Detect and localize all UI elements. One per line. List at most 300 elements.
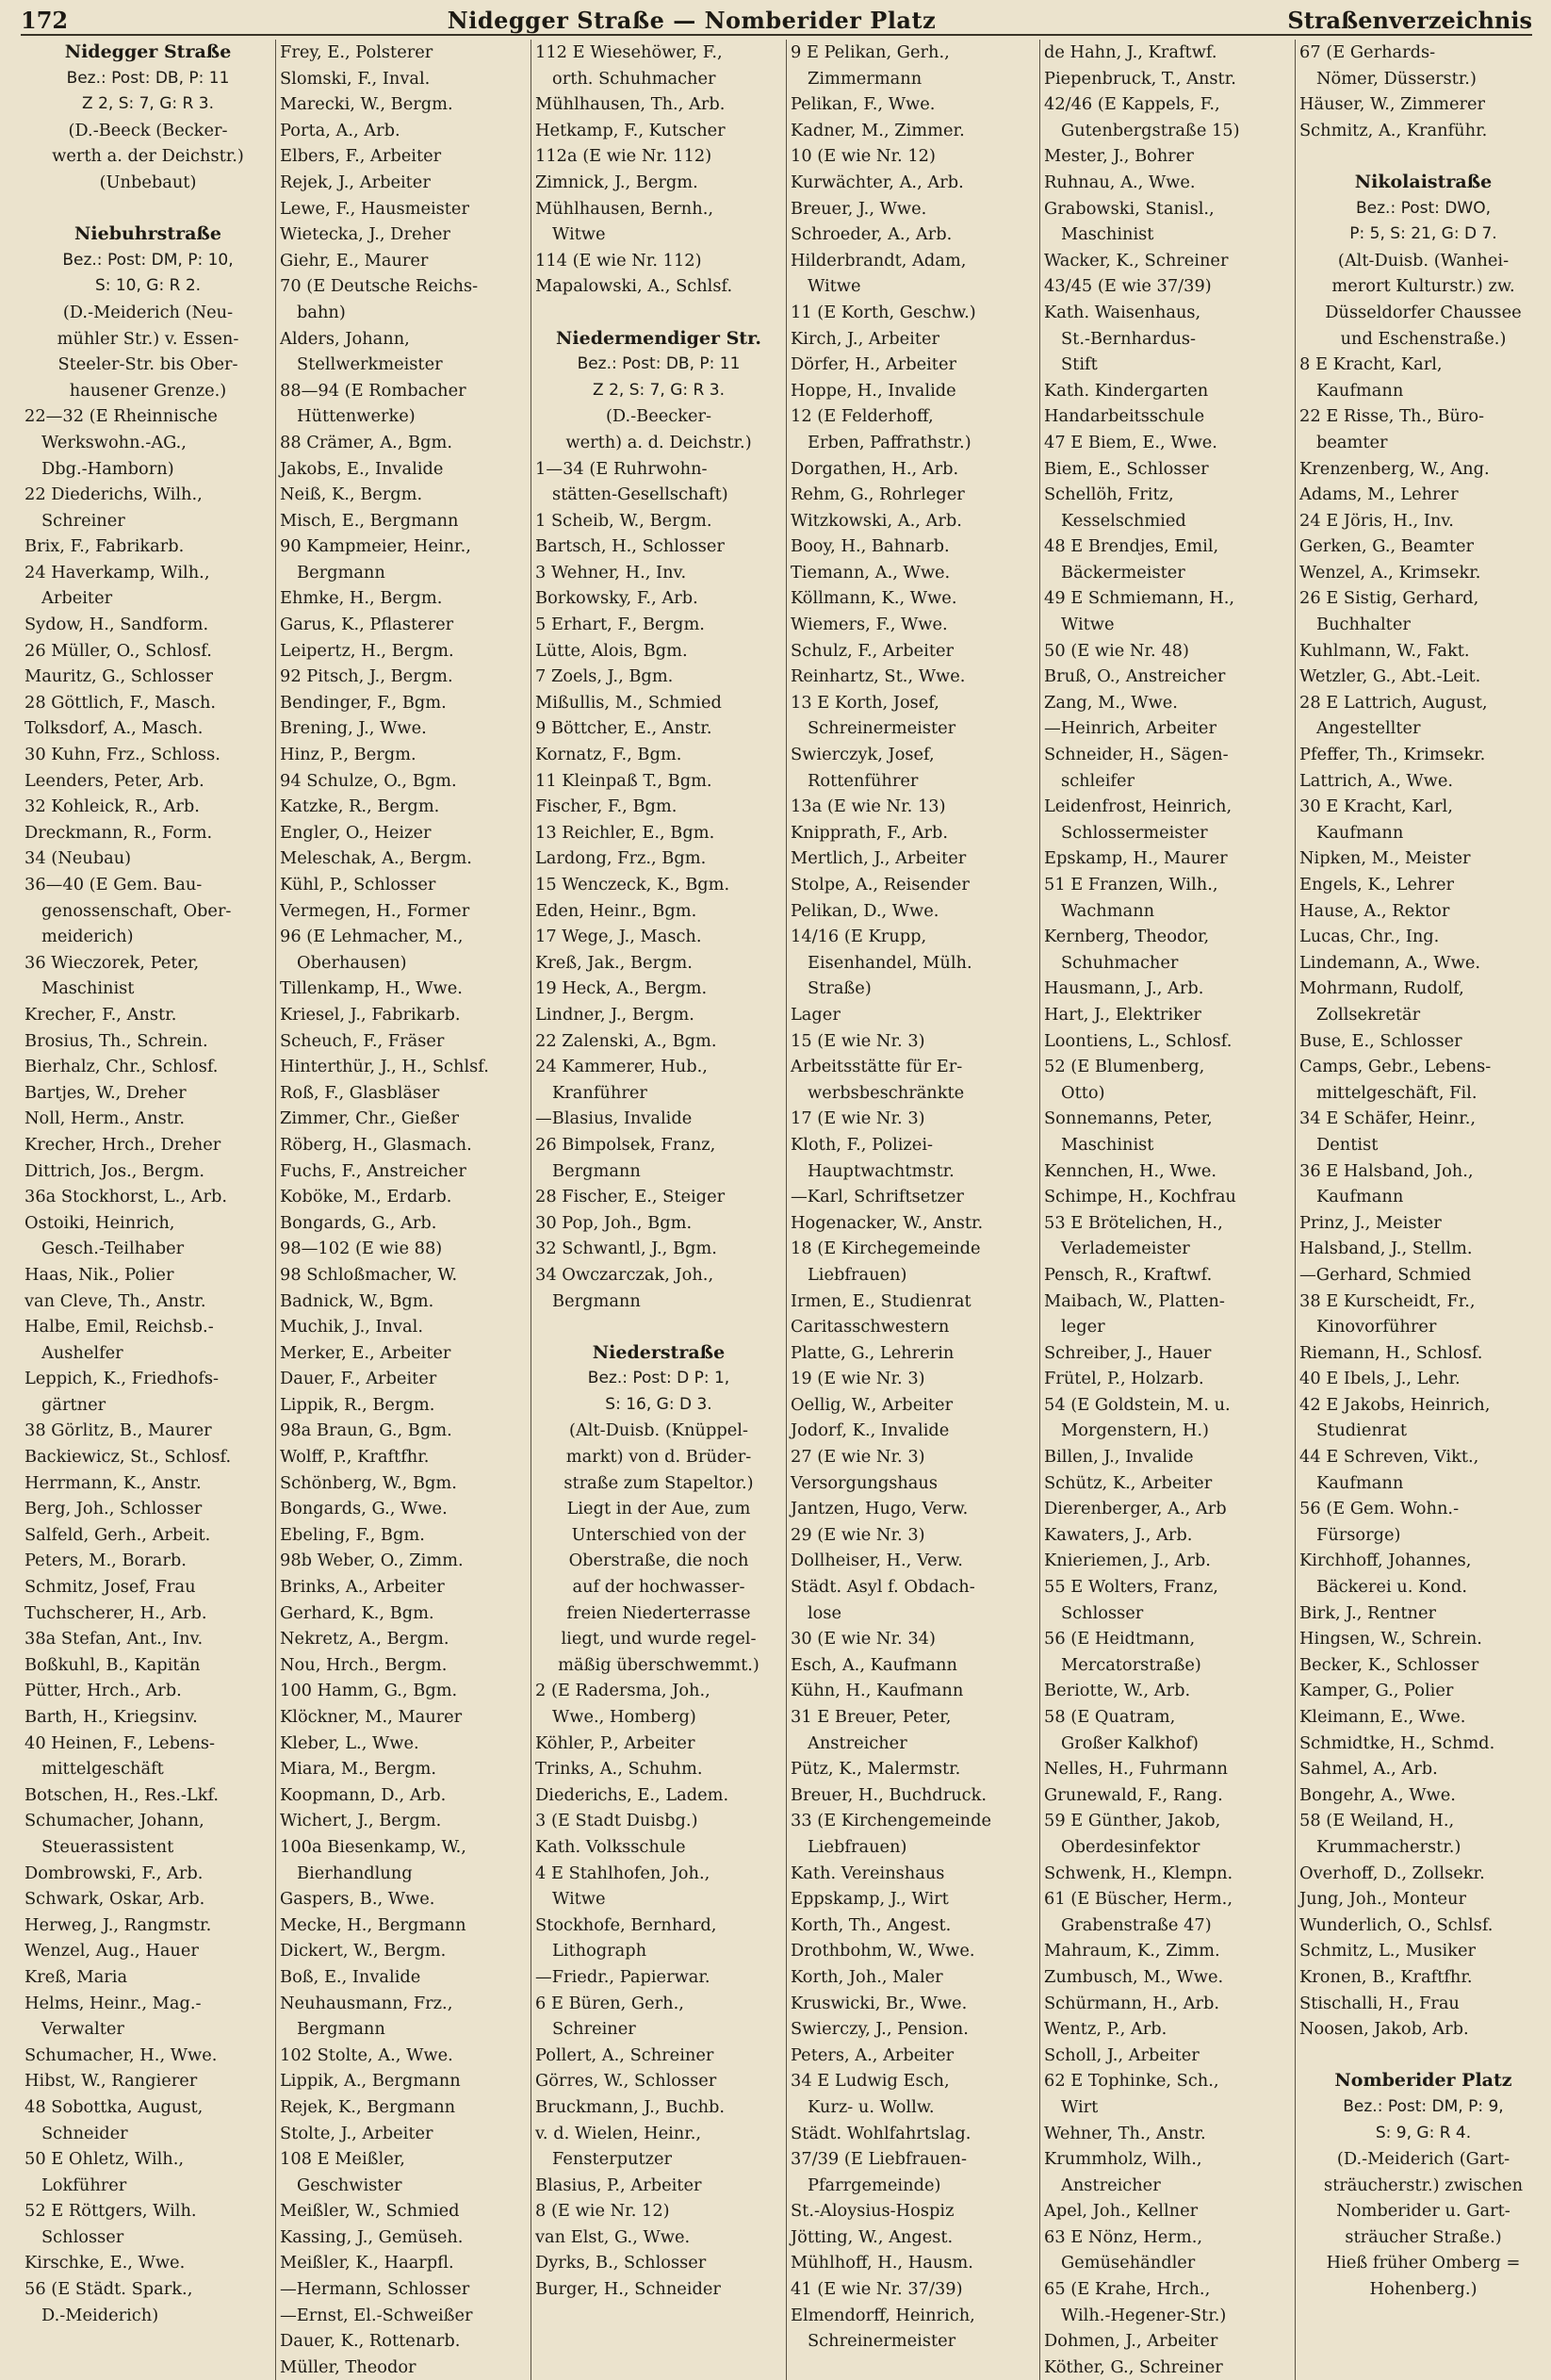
entry-continuation: Angestellter [1316, 718, 1421, 739]
directory-entry: Hausmann, J., Arb. [1044, 978, 1204, 999]
directory-entry: 8 (E wie Nr. 12) [535, 2201, 670, 2222]
directory-entry: Dohmen, J., Arbeiter [1044, 2331, 1218, 2352]
entry-continuation: Anstreicher [808, 1732, 907, 1753]
directory-entry: Tiemann, A., Wwe. [791, 562, 951, 583]
directory-entry: Rehm, G., Rohrleger [791, 484, 965, 505]
directory-entry: 36 E Halsband, Joh., [1299, 1160, 1474, 1181]
directory-entry: Mühlhoff, H., Hausm. [791, 2253, 973, 2273]
district-info: Z 2, S: 7, G: R 3. [82, 94, 214, 114]
directory-entry: Platte, G., Lehrerin [791, 1342, 955, 1363]
directory-entry: Lütte, Alois, Bgm. [535, 640, 688, 661]
street-description: (Unbebaut) [99, 172, 197, 192]
street-description: Hieß früher Omberg = [1326, 2253, 1521, 2273]
directory-entry: Wichert, J., Bergm. [280, 1811, 442, 1831]
entry-continuation: Dentist [1316, 1134, 1379, 1155]
directory-entry: Blasius, P., Arbeiter [535, 2175, 702, 2195]
directory-entry: Giehr, E., Maurer [280, 250, 429, 271]
directory-entry: Bongards, G., Arb. [280, 1212, 437, 1233]
entry-continuation: Hüttenwerke) [297, 406, 416, 427]
directory-entry: Kurwächter, A., Arb. [791, 172, 964, 192]
directory-entry: Beriotte, W., Arb. [1044, 1681, 1191, 1701]
directory-entry: Kronen, B., Kraftfhr. [1299, 1966, 1473, 1987]
directory-entry: Gerhard, K., Bgm. [280, 1602, 434, 1623]
directory-entry: Dörfer, H., Arbeiter [791, 354, 956, 375]
entry-continuation: Fensterputzer [552, 2149, 673, 2170]
directory-entry: 42 E Jakobs, Heinrich, [1299, 1394, 1491, 1415]
directory-entry: Muchik, J., Inval. [280, 1317, 423, 1338]
directory-entry: Schwenk, H., Klempn. [1044, 1863, 1233, 1883]
directory-entry: Noll, Herm., Anstr. [24, 1108, 186, 1129]
directory-entry: Schreiber, J., Hauer [1044, 1342, 1212, 1363]
entry-continuation: Schlossermeister [1061, 822, 1208, 843]
directory-entry: 43/45 (E wie 37/39) [1044, 276, 1212, 297]
entry-continuation: Gemüsehändler [1061, 2253, 1196, 2273]
entry-continuation: Kaufmann [1316, 1187, 1404, 1207]
directory-entry: Pollert, A., Schreiner [535, 2044, 714, 2065]
directory-entry: Lardong, Frz., Bgm. [535, 848, 707, 869]
directory-entry: Jodorf, K., Invalide [791, 1420, 950, 1441]
street-description: markt) von d. Brüder- [565, 1447, 752, 1468]
entry-continuation: Wirt [1061, 2096, 1099, 2117]
directory-entry: Booy, H., Bahnarb. [791, 536, 950, 557]
entry-continuation: Witwe [552, 224, 606, 245]
directory-entry: Prinz, J., Meister [1299, 1212, 1442, 1233]
directory-entry: 36a Stockhorst, L., Arb. [24, 1187, 228, 1207]
directory-entry: Köllmann, K., Wwe. [791, 588, 957, 609]
directory-entry: Kleimann, E., Wwe. [1299, 1707, 1466, 1727]
entry-continuation: Gutenbergstraße 15) [1061, 120, 1240, 140]
directory-entry: Kreß, Maria [24, 1966, 128, 1987]
directory-entry: Schütz, K., Arbeiter [1044, 1472, 1213, 1493]
entry-continuation: orth. Schuhmacher [552, 68, 716, 89]
directory-entry: 44 E Schreven, Vikt., [1299, 1447, 1479, 1468]
directory-entry: Brix, F., Fabrikarb. [24, 536, 185, 557]
directory-entry: Mester, J., Bohrer [1044, 146, 1194, 167]
directory-entry: 34 (Neubau) [24, 848, 132, 869]
directory-entry: Meleschak, A., Bergm. [280, 848, 472, 869]
column-5 [1040, 40, 1296, 2380]
directory-entry: Apel, Joh., Kellner [1044, 2201, 1199, 2222]
entry-continuation: Witwe [808, 276, 861, 297]
directory-entry: Kühl, P., Schlosser [280, 875, 436, 895]
directory-entry: Mißullis, M., Schmied [535, 692, 722, 713]
directory-entry: 63 E Nönz, Herm., [1044, 2226, 1202, 2247]
directory-entry: 31 E Breuer, Peter, [791, 1707, 952, 1727]
street-description: (D.-Beeck (Becker- [68, 120, 228, 140]
entry-continuation: Schlosser [41, 2226, 124, 2247]
directory-entry: 30 E Kracht, Karl, [1299, 796, 1453, 817]
street-description: werth) a. d. Deichstr.) [565, 432, 752, 452]
directory-entry: Hingsen, W., Schrein. [1299, 1629, 1482, 1650]
directory-entry: Fischer, F., Bgm. [535, 796, 678, 817]
directory-entry: Engler, O., Heizer [280, 822, 432, 843]
directory-entry: Ebeling, F., Bgm. [280, 1524, 425, 1545]
directory-entry: Wehner, Th., Anstr. [1044, 2123, 1206, 2143]
directory-entry: Dyrks, B., Schlosser [535, 2253, 707, 2273]
directory-entry: 92 Pitsch, J., Bergm. [280, 666, 453, 687]
directory-entry: Hinz, P., Bergm. [280, 745, 416, 765]
directory-entry: Städt. Asyl f. Obdach- [791, 1577, 975, 1598]
directory-entry: 34 Owczarczak, Joh., [535, 1264, 714, 1285]
directory-entry: Schimpe, H., Kochfrau [1044, 1187, 1236, 1207]
directory-entry: Herrmann, K., Anstr. [24, 1472, 202, 1493]
entry-continuation: mittelgeschäft, Fil. [1316, 1082, 1478, 1103]
directory-entry: Dauer, F., Arbeiter [280, 1369, 437, 1389]
entry-continuation: mittelgeschäft [41, 1759, 164, 1780]
directory-entry: 98—102 (E wie 88) [280, 1239, 443, 1259]
column-6 [1296, 40, 1551, 2380]
directory-entry: Botschen, H., Res.-Lkf. [24, 1784, 220, 1805]
directory-entry: 36—40 (E Gem. Bau- [24, 875, 203, 895]
street-heading: Niederstraße [592, 1341, 726, 1363]
directory-entry: 15 (E wie Nr. 3) [791, 1030, 925, 1051]
directory-entry: Neiß, K., Bergm. [280, 484, 423, 505]
directory-entry: Boßkuhl, B., Kapitän [24, 1654, 201, 1675]
entry-continuation: meiderich) [41, 927, 134, 947]
directory-entry: Grunewald, F., Rang. [1044, 1784, 1223, 1805]
directory-entry: Häuser, W., Zimmerer [1299, 94, 1485, 115]
directory-entry: Noosen, Jakob, Arb. [1299, 2019, 1469, 2040]
directory-entry: St.-Aloysius-Hospiz [791, 2201, 955, 2222]
entry-continuation: Schreiner [41, 510, 125, 531]
directory-entry: —Hermann, Schlosser [280, 2279, 470, 2300]
directory-entry: Stolpe, A., Reisender [791, 875, 970, 895]
directory-entry: 26 Bimpolsek, Franz, [535, 1134, 716, 1155]
entry-continuation: Mercatorstraße) [1061, 1654, 1201, 1675]
entry-continuation: Dbg.-Hamborn) [41, 458, 174, 479]
street-heading: Niedermendiger Str. [556, 327, 761, 349]
street-description: (Alt-Duisb. (Wanhei- [1337, 250, 1510, 271]
entry-continuation: Bergmann [297, 2019, 385, 2040]
entry-continuation: Kinovorführer [1316, 1317, 1437, 1338]
directory-entry: Reinhartz, St., Wwe. [791, 666, 966, 687]
directory-entry: 29 (E wie Nr. 3) [791, 1524, 925, 1545]
entry-continuation: Zollsekretär [1316, 1004, 1421, 1025]
directory-entry: 67 (E Gerhards- [1299, 42, 1436, 62]
entry-continuation: Fürsorge) [1316, 1524, 1401, 1545]
directory-entry: Marecki, W., Bergm. [280, 94, 453, 115]
directory-entry: Mühlhausen, Bernh., [535, 198, 714, 219]
directory-entry: Jötting, W., Angest. [791, 2226, 954, 2247]
directory-entry: 26 Müller, O., Schlosf. [24, 640, 212, 661]
directory-entry: 11 (E Korth, Geschw.) [791, 302, 976, 322]
district-info: S: 16, G: D 3. [605, 1394, 712, 1414]
directory-entry: Dauer, K., Rottenarb. [280, 2331, 461, 2352]
directory-entry: Tolksdorf, A., Masch. [24, 718, 204, 739]
directory-entry: 90 Kampmeier, Heinr., [280, 536, 471, 557]
directory-entry: Elmendorff, Heinrich, [791, 2305, 975, 2325]
entry-continuation: Buchhalter [1316, 615, 1411, 635]
directory-entry: Swierczy, J., Pension. [791, 2019, 969, 2040]
directory-entry: Görres, W., Schlosser [535, 2071, 717, 2092]
directory-entry: 33 (E Kirchengemeinde [791, 1811, 992, 1831]
directory-entry: Kirschke, E., Wwe. [24, 2253, 186, 2273]
directory-entry: Pelikan, D., Wwe. [791, 900, 939, 921]
directory-entry: 42/46 (E Kappels, F., [1044, 94, 1220, 115]
entry-continuation: Anstreicher [1061, 2175, 1161, 2195]
directory-entry: Sonnemanns, Peter, [1044, 1108, 1213, 1129]
directory-entry: Bongehr, A., Wwe. [1299, 1784, 1456, 1805]
directory-entry: 9 E Pelikan, Gerh., [791, 42, 950, 62]
directory-entry: Lucas, Chr., Ing. [1299, 927, 1440, 947]
directory-entry: Alders, Johann, [280, 328, 410, 349]
directory-entry: 22 Diederichs, Wilh., [24, 484, 203, 505]
entry-continuation: Werkswohn.-AG., [41, 432, 187, 452]
entry-continuation: schleifer [1061, 770, 1135, 791]
directory-entry: Camps, Gebr., Lebens- [1299, 1057, 1492, 1077]
directory-entry: Grabowski, Stanisl., [1044, 198, 1215, 219]
entry-continuation: Kaufmann [1316, 380, 1404, 401]
district-info: Bez.: Post: DWO, [1356, 198, 1491, 218]
directory-entry: Pütz, K., Malermstr. [791, 1759, 961, 1780]
directory-entry: Hinterthür, J., H., Schlsf. [280, 1057, 489, 1077]
directory-entry: Ruhnau, A., Wwe. [1044, 172, 1196, 192]
directory-entry: Leenders, Peter, Arb. [24, 770, 204, 791]
directory-entry: 22 Zalenski, A., Bgm. [535, 1030, 717, 1051]
directory-entry: Porta, A., Arb. [280, 120, 400, 140]
street-description: (Alt-Duisb. (Knüppel- [569, 1420, 748, 1441]
directory-entry: Mapalowski, A., Schlsf. [535, 276, 733, 297]
street-heading: Niebuhrstraße [74, 223, 221, 245]
directory-entry: 22 E Risse, Th., Büro- [1299, 406, 1485, 427]
street-description: Steeler-Str. bis Ober- [57, 354, 238, 375]
entry-continuation: Steuerassistent [41, 1836, 174, 1857]
directory-entry: van Elst, G., Wwe. [535, 2226, 691, 2247]
directory-entry: Slomski, F., Inval. [280, 68, 431, 89]
directory-entry: Kennchen, H., Wwe. [1044, 1160, 1217, 1181]
directory-entry: Caritasschwestern [791, 1317, 950, 1338]
district-info: S: 9, G: R 4. [1375, 2123, 1472, 2142]
directory-entry: 50 (E wie Nr. 48) [1044, 640, 1189, 661]
directory-entry: Leipertz, H., Bergm. [280, 640, 454, 661]
directory-entry: 58 (E Weiland, H., [1299, 1811, 1455, 1831]
directory-entry: Kruswicki, Br., Wwe. [791, 1993, 968, 2013]
directory-entry: Trinks, A., Schuhm. [535, 1759, 703, 1780]
street-heading: Nidegger Straße [64, 41, 232, 62]
directory-entry: 26 E Sistig, Gerhard, [1299, 588, 1479, 609]
entry-continuation: lose [808, 1602, 842, 1623]
directory-entry: 34 E Schäfer, Heinr., [1299, 1108, 1477, 1129]
directory-entry: Lager [791, 1004, 841, 1025]
entry-continuation: Arbeiter [41, 588, 113, 609]
entry-continuation: Pfarrgemeinde) [808, 2175, 941, 2195]
directory-entry: Meißler, W., Schmied [280, 2201, 460, 2222]
directory-entry: Korth, Th., Angest. [791, 1914, 952, 1935]
directory-entry: Tillenkamp, H., Wwe. [280, 978, 463, 999]
directory-entry: 19 (E wie Nr. 3) [791, 1369, 925, 1389]
directory-entry: Wenzel, A., Krimsekr. [1299, 562, 1481, 583]
directory-entry: Schönberg, W., Bgm. [280, 1472, 457, 1493]
directory-entry: Lindemann, A., Wwe. [1299, 952, 1480, 973]
street-description: straße zum Stapeltor.) [563, 1472, 754, 1493]
entry-continuation: St.-Bernhardus- [1061, 328, 1197, 349]
column-4 [787, 40, 1040, 2380]
entry-continuation: Schlosser [1061, 1602, 1144, 1623]
page-title: Nidegger Straße — Nomberider Platz [447, 7, 937, 34]
directory-entry: 22—32 (E Rheinnische [24, 406, 218, 427]
directory-entry: Pensch, R., Kraftwf. [1044, 1264, 1213, 1285]
directory-entry: Krummholz, Wilh., [1044, 2149, 1202, 2170]
directory-entry: Breuer, H., Buchdruck. [791, 1784, 988, 1805]
directory-entry: Dreckmann, R., Form. [24, 822, 213, 843]
directory-entry: 3 (E Stadt Duisbg.) [535, 1811, 698, 1831]
directory-entry: Mahraum, K., Zimm. [1044, 1941, 1220, 1961]
directory-entry: Burger, H., Schneider [535, 2279, 721, 2300]
directory-entry: Arbeitsstätte für Er- [791, 1057, 963, 1077]
district-info: P: 5, S: 21, G: D 7. [1349, 224, 1497, 244]
directory-entry: 59 E Günther, Jakob, [1044, 1811, 1221, 1831]
directory-entry: Jung, Joh., Monteur [1299, 1889, 1466, 1910]
directory-entry: 28 E Lattrich, August, [1299, 692, 1488, 713]
directory-entry: Schneider, H., Sägen- [1044, 745, 1229, 765]
directory-entry: Eden, Heinr., Bgm. [535, 900, 697, 921]
directory-entry: Epskamp, H., Maurer [1044, 848, 1228, 869]
directory-entry: Wietecka, J., Dreher [280, 224, 450, 245]
page-number: 172 [21, 7, 69, 34]
entry-continuation: Studienrat [1316, 1420, 1408, 1441]
directory-entry: Pütter, Hrch., Arb. [24, 1681, 182, 1701]
section-title: Straßenverzeichnis [1287, 7, 1532, 34]
directory-entry: Boß, E., Invalide [280, 1966, 421, 1987]
directory-entry: 10 (E wie Nr. 12) [791, 146, 936, 167]
directory-entry: 54 (E Goldstein, M. u. [1044, 1394, 1231, 1415]
directory-entry: —Friedr., Papierwar. [535, 1966, 710, 1987]
directory-entry: Diederichs, E., Ladem. [535, 1784, 729, 1805]
entry-continuation: Maschinist [41, 978, 135, 999]
district-info: Bez.: Post: D P: 1, [587, 1369, 730, 1388]
directory-entry: Merker, E., Arbeiter [280, 1342, 451, 1363]
entry-continuation: Liebfrauen) [808, 1264, 907, 1285]
directory-entry: Zang, M., Wwe. [1044, 692, 1178, 713]
street-description: mühler Str.) v. Essen- [57, 328, 239, 349]
directory-entry: Bierhalz, Chr., Schlosf. [24, 1057, 219, 1077]
directory-entry: Kath. Waisenhaus, [1044, 302, 1201, 322]
street-description: (D.-Meiderich (Gart- [1336, 2149, 1510, 2170]
directory-entry: Nekretz, A., Bergm. [280, 1629, 449, 1650]
entry-continuation: genossenschaft, Ober- [41, 900, 232, 921]
directory-entry: 61 (E Büscher, Herm., [1044, 1889, 1233, 1910]
directory-entry: Garus, K., Pflasterer [280, 615, 454, 635]
directory-entry: Tuchscherer, H., Arb. [24, 1602, 207, 1623]
street-description: hausener Grenze.) [69, 380, 227, 401]
directory-entry: Nou, Hrch., Bergm. [280, 1654, 448, 1675]
entry-continuation: Stellwerkmeister [297, 354, 443, 375]
directory-entry: Wolff, P., Kraftfhr. [280, 1447, 430, 1468]
directory-entry: Kloth, F., Polizei- [791, 1134, 934, 1155]
street-description: auf der hochwasser- [572, 1577, 745, 1598]
spacer [535, 300, 782, 326]
entry-continuation: stätten-Gesellschaft) [552, 484, 728, 505]
directory-entry: Zimmer, Chr., Gießer [280, 1108, 460, 1129]
directory-entry: Rejek, K., Bergmann [280, 2096, 456, 2117]
directory-entry: Sahmel, A., Arb. [1299, 1759, 1438, 1780]
street-description: Hohenberg.) [1369, 2279, 1478, 2300]
entry-continuation: Oberhausen) [297, 952, 407, 973]
directory-entry: 94 Schulze, O., Bgm. [280, 770, 457, 791]
directory-entry: —Ernst, El.-Schweißer [280, 2305, 473, 2325]
directory-entry: Salfeld, Gerh., Arbeit. [24, 1524, 211, 1545]
entry-continuation: Schneider [41, 2123, 128, 2143]
entry-continuation: Kaufmann [1316, 1472, 1404, 1493]
directory-entry: Wunderlich, O., Schlsf. [1299, 1914, 1494, 1935]
directory-entry: Drothbohm, W., Wwe. [791, 1941, 975, 1961]
directory-entry: Berg, Joh., Schlosser [24, 1499, 203, 1519]
directory-entry: —Heinrich, Arbeiter [1044, 718, 1216, 739]
directory-entry: Schmidtke, H., Schmd. [1299, 1732, 1495, 1753]
directory-entry: Loontiens, L., Schlosf. [1044, 1030, 1233, 1051]
directory-entry: Frütel, P., Holzarb. [1044, 1369, 1204, 1389]
directory-entry: Versorgungshaus [791, 1472, 938, 1493]
directory-entry: Frey, E., Polsterer [280, 42, 433, 62]
directory-entry: 58 (E Quatram, [1044, 1707, 1176, 1727]
directory-entry: 112 E Wiesehöwer, F., [535, 42, 723, 62]
directory-entry: Mecke, H., Bergmann [280, 1914, 466, 1935]
directory-entry: Schroeder, A., Arb. [791, 224, 953, 245]
directory-entry: 49 E Schmiemann, H., [1044, 588, 1235, 609]
directory-entry: 48 Sobottka, August, [24, 2096, 204, 2117]
directory-entry: 24 Haverkamp, Wilh., [24, 562, 210, 583]
directory-entry: 17 (E wie Nr. 3) [791, 1108, 925, 1129]
directory-entry: Kamper, G., Polier [1299, 1681, 1454, 1701]
directory-entry: Fuchs, F., Anstreicher [280, 1160, 466, 1181]
directory-entry: Kath. Vereinshaus [791, 1863, 945, 1883]
directory-entry: Roß, F., Glasbläser [280, 1082, 440, 1103]
directory-entry: Halsband, J., Stellm. [1299, 1239, 1473, 1259]
directory-entry: 5 Erhart, F., Bergm. [535, 615, 705, 635]
directory-entry: 38 Görlitz, B., Maurer [24, 1420, 212, 1441]
spacer [535, 1314, 782, 1340]
directory-entry: Hart, J., Elektriker [1044, 1004, 1201, 1025]
entry-continuation: bahn) [297, 302, 346, 322]
directory-entry: 30 Kuhn, Frz., Schloss. [24, 745, 220, 765]
directory-entry: 32 Schwantl, J., Bgm. [535, 1239, 717, 1259]
directory-entry: Peters, M., Borarb. [24, 1551, 187, 1571]
directory-entry: Stolte, J., Arbeiter [280, 2123, 433, 2143]
directory-entry: Eppskamp, J., Wirt [791, 1889, 949, 1910]
directory-entry: 18 (E Kirchegemeinde [791, 1239, 981, 1259]
directory-entry: Dorgathen, H., Arb. [791, 458, 959, 479]
entry-continuation: Bergmann [552, 1290, 641, 1311]
directory-entry: 56 (E Gem. Wohn.- [1299, 1499, 1460, 1519]
directory-entry: 51 E Franzen, Wilh., [1044, 875, 1218, 895]
directory-entry: Bongards, G., Wwe. [280, 1499, 448, 1519]
street-description: sträucherstr.) zwischen [1323, 2175, 1524, 2195]
directory-entry: 40 E Ibels, J., Lehr. [1299, 1369, 1461, 1389]
directory-entry: Müller, Theodor [280, 2356, 416, 2377]
directory-entry: Rejek, J., Arbeiter [280, 172, 431, 192]
directory-entry: 48 E Brendjes, Emil, [1044, 536, 1219, 557]
directory-entry: Jakobs, E., Invalide [280, 458, 444, 479]
directory-entry: 7 Zoels, J., Bgm. [535, 666, 674, 687]
street-description: und Eschenstraße.) [1340, 328, 1507, 349]
directory-entry: Stockhofe, Bernhard, [535, 1914, 717, 1935]
entry-continuation: Schuhmacher [1061, 952, 1179, 973]
directory-entry: Wacker, K., Schreiner [1044, 250, 1229, 271]
directory-entry: Dollheiser, H., Verw. [791, 1551, 963, 1571]
entry-continuation: Wilh.-Hegener-Str.) [1061, 2305, 1227, 2325]
running-head [21, 6, 1532, 36]
directory-entry: Zimnick, J., Bergm. [535, 172, 698, 192]
entry-continuation: Lokführer [41, 2175, 127, 2195]
directory-entry: Schellöh, Fritz, [1044, 484, 1174, 505]
directory-entry: Schmitz, Josef, Frau [24, 1577, 196, 1598]
directory-entry: Koopmann, D., Arb. [280, 1784, 447, 1805]
directory-entry: Lippik, R., Bergm. [280, 1394, 435, 1415]
directory-entry: Overhoff, D., Zollsekr. [1299, 1863, 1485, 1883]
entry-continuation: Kurz- u. Wollw. [808, 2096, 935, 2117]
directory-entry: Knieriemen, J., Arb. [1044, 1551, 1211, 1571]
entry-continuation: Bergmann [297, 562, 385, 583]
